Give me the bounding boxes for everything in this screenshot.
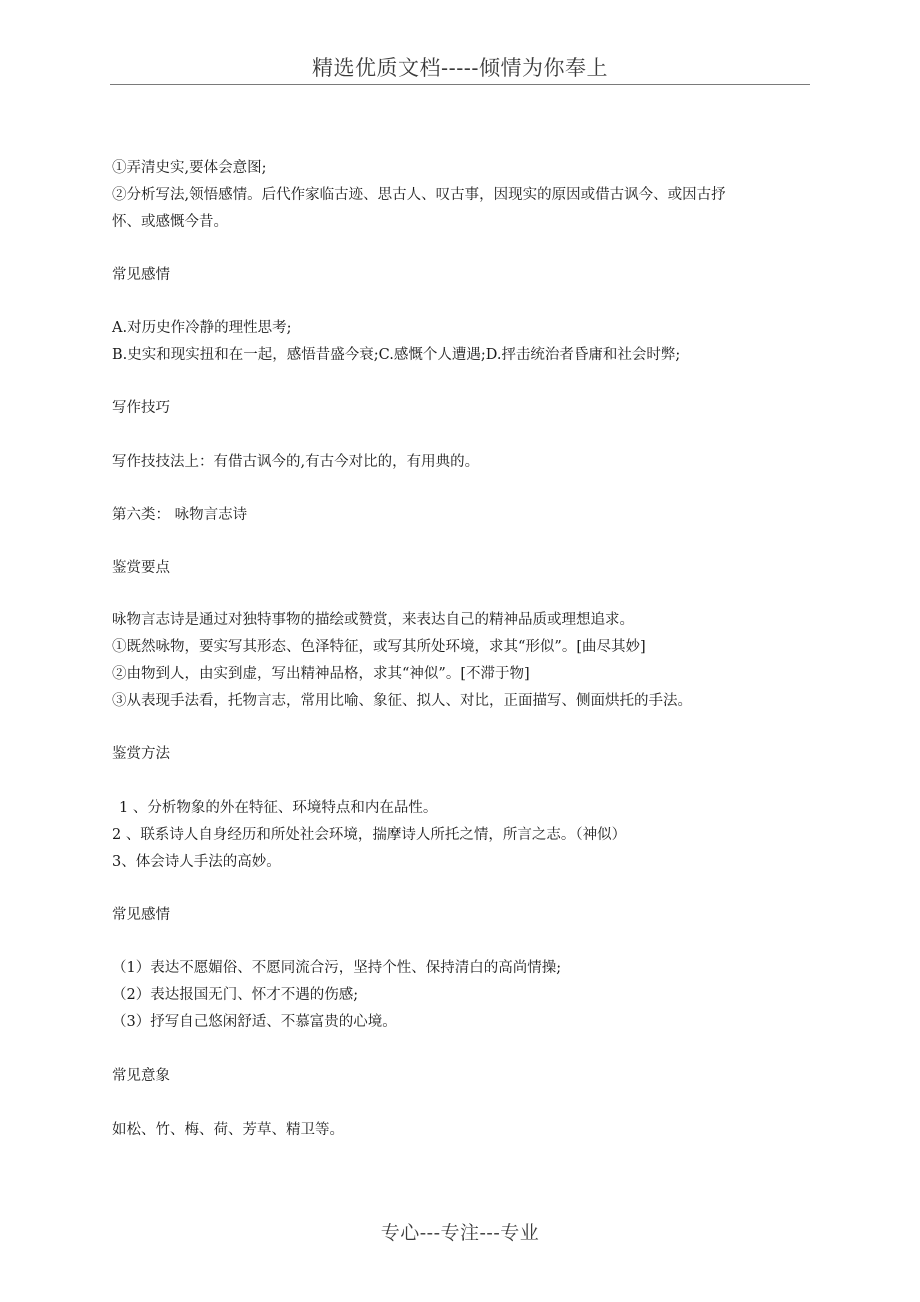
paragraph-line: 咏物言志诗是通过对独特事物的描绘或赞赏，来表达自己的精神品质或理想追求。 — [112, 612, 634, 628]
list-item: （2）表达报国无门、怀才不遇的伤感; — [112, 987, 359, 1003]
paragraph-line: ①既然咏物，要实写其形态、色泽特征，或写其所处环境，求其“形似”。[曲尽其妙] — [112, 639, 646, 655]
paragraph-line: A.对历史作冷静的理性思考; — [112, 320, 292, 336]
paragraph-line: ③从表现手法看，托物言志，常用比喻、象征、拟人、对比，正面描写、侧面烘托的手法。 — [112, 693, 692, 709]
section-heading: 第六类： 咏物言志诗 — [112, 507, 248, 523]
paragraph-line: 写作技技法上：有借古讽今的,有古今对比的，有用典的。 — [112, 454, 480, 470]
section-heading: 鉴赏要点 — [112, 560, 170, 576]
page-header: 精选优质文档-----倾情为你奉上 — [110, 52, 810, 85]
section-heading: 写作技巧 — [112, 400, 170, 416]
list-item: 3、体会诗人手法的高妙。 — [112, 854, 281, 870]
list-item: 1 、分析物象的外在特征、环境特点和内在品性。 — [119, 800, 438, 816]
section-heading: 常见意象 — [112, 1068, 170, 1084]
list-item: 2 、联系诗人自身经历和所处社会环境，揣摩诗人所托之情，所言之志。（神似） — [112, 827, 627, 843]
paragraph-line: 怀、或感慨今昔。 — [112, 214, 228, 230]
paragraph-line: B.史实和现实扭和在一起，感悟昔盛今衰;C.感慨个人遭遇;D.抨击统治者昏庸和社会时弊; — [112, 347, 681, 363]
list-item: （3）抒写自己悠闲舒适、不慕富贵的心境。 — [112, 1014, 397, 1030]
list-item: （1）表达不愿媚俗、不愿同流合污，坚持个性、保持清白的高尚情操; — [112, 960, 562, 976]
section-heading: 常见感情 — [112, 267, 170, 283]
section-heading: 鉴赏方法 — [112, 746, 170, 762]
paragraph-line: 如松、竹、梅、荷、芳草、精卫等。 — [112, 1122, 344, 1138]
paragraph-line: ②分析写法,领悟感情。后代作家临古迹、思古人、叹古事，因现实的原因或借古讽今、或因古抒 — [112, 187, 726, 203]
paragraph-line: ①弄清史实,要体会意图; — [112, 160, 267, 176]
paragraph-line: ②由物到人，由实到虚，写出精神品格，求其“神似”。[不滞于物] — [112, 666, 530, 682]
section-heading: 常见感情 — [112, 907, 170, 923]
page-footer: 专心---专注---专业 — [380, 1222, 540, 1244]
